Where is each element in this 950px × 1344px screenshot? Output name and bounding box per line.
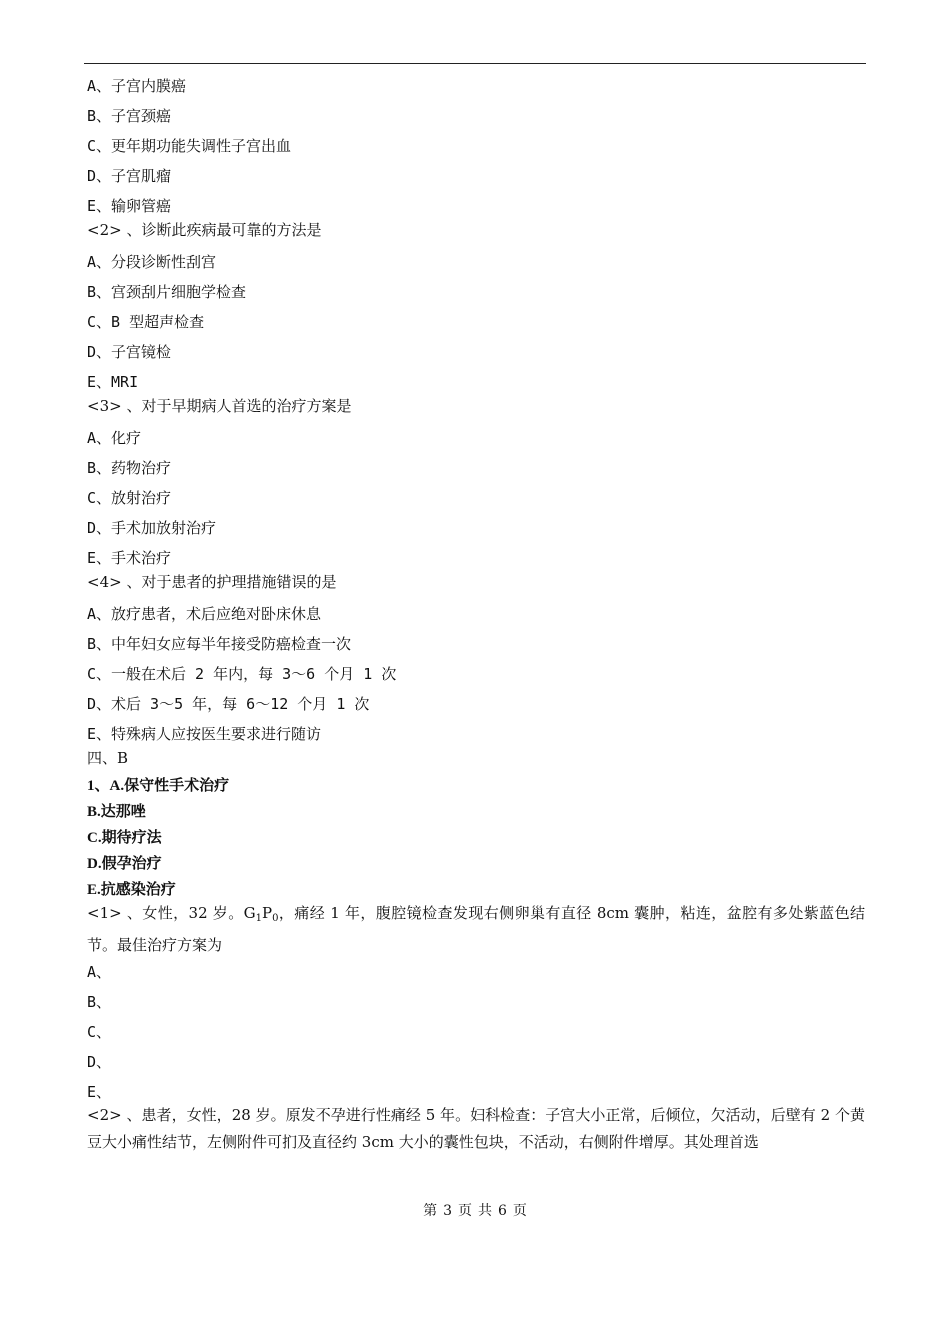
q1-option-e: E、输卵管癌 [87,197,172,215]
q4-stem: <4> 、对于患者的护理措施错误的是 [87,573,337,591]
footer-ye: 页 [458,1203,472,1219]
q3-option-a: A、化疗 [87,429,142,447]
shared-option-d: D.假孕治疗 [87,856,162,872]
shared-option-c: C.期待疗法 [87,830,162,846]
q2-stem: <2> 、诊断此疾病最可靠的方法是 [87,221,322,239]
footer-gong: 共 [478,1203,492,1219]
q2-option-b: B、宫颈刮片细胞学检查 [87,283,247,301]
shared-option-b: B.达那唑 [87,804,146,820]
b1-option-d: D、 [87,1053,112,1071]
q3-option-d: D、手术加放射治疗 [87,519,217,537]
page-number: 3 [443,1203,452,1219]
b1-option-b: B、 [87,993,112,1011]
header-rule [84,63,866,64]
q2-option-d: D、子宫镜检 [87,343,172,361]
footer-ye-2: 页 [512,1203,527,1219]
b1-option-a: A、 [87,963,112,981]
footer-di: 第 [423,1203,438,1219]
q1-option-a: A、子宫内膜癌 [87,77,187,95]
q4-option-b: B、中年妇女应每半年接受防癌检查一次 [87,635,352,653]
b1-option-e: E、 [87,1083,112,1101]
q3-option-e: E、手术治疗 [87,549,172,567]
q1-option-b: B、子宫颈癌 [87,107,172,125]
q3-option-c: C、放射治疗 [87,489,172,507]
section-heading: 四、B [87,749,129,767]
q3-stem: <3> 、对于早期病人首选的治疗方案是 [87,397,352,415]
q1-option-c: C、更年期功能失调性子宫出血 [87,137,292,155]
q1-option-d: D、子宫肌瘤 [87,167,172,185]
q2-option-e: E、MRI [87,373,139,391]
b1-option-c: C、 [87,1023,112,1041]
shared-option-a: 1、A.保守性手术治疗 [87,778,230,794]
b1-stem: <1> 、女性，32 岁。$G_1P_0$，痛经 1 年，腹腔镜检查发现右侧卵巢有直径 8cm 囊肿，粘连，盆腔有多处紫蓝色结节。最佳治疗方案为 [87,904,865,954]
q4-option-d: D、术后 3～5 年，每 6～12 个月 1 次 [87,695,370,713]
page-total: 6 [498,1203,507,1219]
q4-option-e: E、特殊病人应按医生要求进行随访 [87,725,322,743]
q4-option-c: C、一般在术后 2 年内，每 3～6 个月 1 次 [87,665,397,683]
q2-option-c: C、B 型超声检查 [87,313,205,331]
q3-option-b: B、药物治疗 [87,459,172,477]
b2-stem: <2> 、患者，女性，28 岁。原发不孕进行性痛经 5 年。妇科检查：子宫大小正常，后倾位，欠活动，后壁有 2 个黄豆大小痛性结节，左侧附件可扪及直径约 3cm 大小的囊性包块，不活动，右侧附件增厚。其处理首选 [87,1106,865,1151]
q2-option-a: A、分段诊断性刮宫 [87,253,217,271]
q4-option-a: A、放疗患者，术后应绝对卧床休息 [87,605,322,623]
shared-option-e: E.抗感染治疗 [87,882,176,898]
page-footer [0,1200,950,1220]
